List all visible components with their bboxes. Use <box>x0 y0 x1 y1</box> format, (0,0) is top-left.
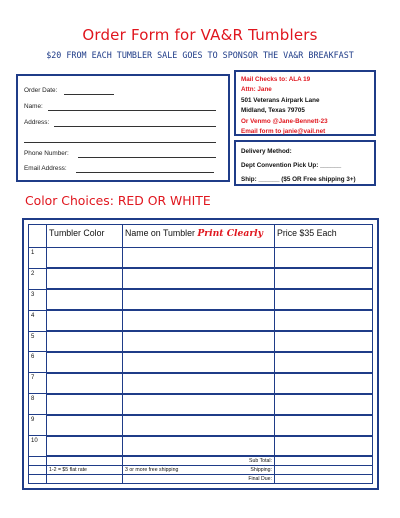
table-row <box>29 394 373 415</box>
row-number: 4 <box>29 310 47 331</box>
delivery-method-label: Delivery Method: <box>241 148 292 155</box>
name-on-tumbler-cell[interactable] <box>123 331 275 352</box>
flat-rate-note: 1-2 = $5 flat rate <box>47 466 123 475</box>
color-choices-heading: Color Choices: RED OR WHITE <box>25 193 211 208</box>
footer-cell <box>47 475 123 484</box>
tumbler-color-cell[interactable] <box>47 436 123 457</box>
email-field[interactable] <box>76 172 214 173</box>
ship-option[interactable]: Ship: ______ ($5 OR Free shipping 3+) <box>241 176 356 183</box>
footer-cell <box>29 466 47 475</box>
phone-label: Phone Number: <box>24 150 69 157</box>
tumbler-color-cell[interactable] <box>47 394 123 415</box>
table-header-row <box>29 225 373 248</box>
contact-info-box <box>16 74 230 182</box>
row-number: 8 <box>29 394 47 415</box>
address-field[interactable] <box>54 126 216 127</box>
table-row <box>29 373 373 394</box>
address-field-line-2[interactable] <box>24 142 216 143</box>
final-due-row <box>29 475 373 484</box>
address-label: Address: <box>24 119 50 126</box>
phone-field[interactable] <box>78 157 216 158</box>
final-due-label: Final Due: <box>123 475 275 484</box>
tumbler-color-cell[interactable] <box>47 248 123 269</box>
tumbler-color-cell[interactable] <box>47 331 123 352</box>
footer-cell <box>47 456 123 466</box>
header-index-cell <box>29 225 47 248</box>
footer-cell <box>29 456 47 466</box>
name-on-tumbler-cell[interactable] <box>123 310 275 331</box>
order-table-footer <box>29 456 373 484</box>
name-on-tumbler-cell[interactable] <box>123 248 275 269</box>
name-on-tumbler-cell[interactable] <box>123 373 275 394</box>
price-cell[interactable] <box>275 373 373 394</box>
name-on-tumbler-cell[interactable] <box>123 268 275 289</box>
mail-checks-box <box>234 70 376 136</box>
free-shipping-note: 3 or more free shipping <box>125 467 179 474</box>
header-name-on-tumbler <box>123 225 275 248</box>
attn-line: Attn: Jane <box>241 86 272 94</box>
tumbler-color-cell[interactable] <box>47 352 123 373</box>
subtotal-label: Sub Total: <box>123 456 275 466</box>
mail-to-line: Mail Checks to: ALA 19 <box>241 76 311 83</box>
header-tumbler-color: Tumbler Color <box>47 225 123 248</box>
header-price: Price $35 Each <box>275 225 373 248</box>
final-due-field[interactable] <box>275 475 373 484</box>
name-on-tumbler-cell[interactable] <box>123 289 275 310</box>
name-on-tumbler-cell[interactable] <box>123 415 275 436</box>
row-number: 2 <box>29 268 47 289</box>
price-cell[interactable] <box>275 268 373 289</box>
city-line: Midland, Texas 79705 <box>241 107 305 115</box>
price-cell[interactable] <box>275 248 373 269</box>
subtotal-field[interactable] <box>275 456 373 466</box>
tumbler-color-cell[interactable] <box>47 268 123 289</box>
price-cell[interactable] <box>275 415 373 436</box>
order-date-label: Order Date: <box>24 87 58 94</box>
row-number: 3 <box>29 289 47 310</box>
footer-cell <box>29 475 47 484</box>
name-on-tumbler-cell[interactable] <box>123 394 275 415</box>
page-title: Order Form for VA&R Tumblers <box>82 26 318 44</box>
delivery-method-box <box>234 140 376 186</box>
table-row <box>29 310 373 331</box>
email-label: Email Address: <box>24 165 67 172</box>
order-table-frame <box>22 218 379 490</box>
order-date-field[interactable] <box>64 94 114 95</box>
shipping-field[interactable] <box>275 466 373 475</box>
price-cell[interactable] <box>275 394 373 415</box>
table-row <box>29 331 373 352</box>
name-label: Name: <box>24 103 43 110</box>
email-form-line: Email form to janie@vail.net <box>241 128 326 136</box>
tumbler-color-cell[interactable] <box>47 310 123 331</box>
table-row <box>29 268 373 289</box>
row-number: 5 <box>29 331 47 352</box>
shipping-label-cell <box>123 466 275 475</box>
header-name-label: Name on Tumbler <box>125 228 198 238</box>
street-line: 501 Veterans Airpark Lane <box>241 96 320 104</box>
tumbler-color-cell[interactable] <box>47 373 123 394</box>
table-row <box>29 352 373 373</box>
pickup-option[interactable]: Dept Convention Pick Up: ______ <box>241 162 342 169</box>
venmo-line: Or Venmo @Jane-Bennett-23 <box>241 117 328 125</box>
shipping-row <box>29 466 373 475</box>
tumbler-color-cell[interactable] <box>47 289 123 310</box>
price-cell[interactable] <box>275 331 373 352</box>
table-row <box>29 248 373 269</box>
row-number: 10 <box>29 436 47 457</box>
shipping-label: Shipping: <box>250 467 272 474</box>
row-number: 6 <box>29 352 47 373</box>
price-cell[interactable] <box>275 310 373 331</box>
row-number: 1 <box>29 248 47 269</box>
name-on-tumbler-cell[interactable] <box>123 436 275 457</box>
order-table-body <box>29 248 373 457</box>
page-subtitle: $20 FROM EACH TUMBLER SALE GOES TO SPONSOR THE VA&R BREAKFAST <box>46 50 354 60</box>
table-row <box>29 289 373 310</box>
name-on-tumbler-cell[interactable] <box>123 352 275 373</box>
table-row <box>29 436 373 457</box>
row-number: 7 <box>29 373 47 394</box>
price-cell[interactable] <box>275 289 373 310</box>
table-row <box>29 415 373 436</box>
print-clearly-note: Print Clearly <box>197 228 263 239</box>
order-table <box>28 224 373 484</box>
tumbler-color-cell[interactable] <box>47 415 123 436</box>
subtotal-row <box>29 456 373 466</box>
price-cell[interactable] <box>275 436 373 457</box>
row-number: 9 <box>29 415 47 436</box>
price-cell[interactable] <box>275 352 373 373</box>
name-field[interactable] <box>48 110 216 111</box>
